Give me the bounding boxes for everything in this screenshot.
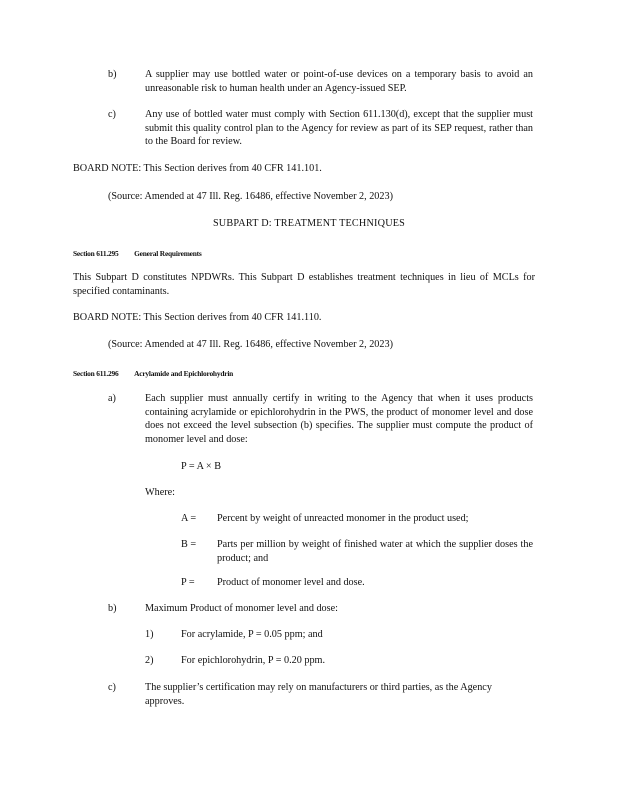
section-title: General Requirements — [134, 249, 202, 258]
definition-symbol: P = — [181, 577, 195, 588]
definition-symbol: A = — [181, 513, 197, 524]
item-label: c) — [108, 682, 116, 693]
board-note: BOARD NOTE: This Section derives from 40 CFR 141.110. — [73, 312, 322, 323]
source-note: (Source: Amended at 47 Ill. Reg. 16486, effective November 2, 2023) — [108, 339, 393, 350]
section-paragraph: This Subpart D constitutes NPDWRs. This Subpart D establishes treatment techniques in lieu of MCLs for specified contaminants. — [73, 272, 535, 297]
definition-text: Parts per million by weight of finished water at which the supplier doses the product; and — [217, 539, 533, 564]
formula: P = A × B — [181, 461, 221, 472]
section-heading — [73, 367, 233, 381]
board-note: BOARD NOTE: This Section derives from 40 CFR 141.101. — [73, 163, 322, 174]
subpart-title: SUBPART D: TREATMENT TECHNIQUES — [212, 218, 406, 229]
definition-text: Percent by weight of unreacted monomer in the product used; — [217, 513, 469, 524]
sub-item-number: 2) — [145, 655, 154, 666]
definition-symbol: B = — [181, 539, 197, 550]
section-heading — [73, 247, 202, 261]
item-text: A supplier may use bottled water or point-of-use devices on a temporary basis to avoid an unreasonable risk to human health under an Agency-issued SEP. — [145, 69, 533, 94]
sub-item-number: 1) — [145, 629, 154, 640]
item-label: b) — [108, 69, 117, 80]
sub-item-text: For epichlorohydrin, P = 0.20 ppm. — [181, 655, 326, 666]
where-label: Where: — [145, 487, 175, 498]
item-label: b) — [108, 603, 117, 614]
source-note: (Source: Amended at 47 Ill. Reg. 16486, effective November 2, 2023) — [108, 191, 393, 202]
definition-text: Product of monomer level and dose. — [217, 577, 365, 588]
sub-item-text: For acrylamide, P = 0.05 ppm; and — [181, 629, 323, 640]
item-text: The supplier’s certification may rely on manufacturers or third parties, as the Agency approves. — [145, 682, 492, 707]
item-label: c) — [108, 109, 116, 120]
item-text: Maximum Product of monomer level and dose: — [145, 603, 338, 614]
section-number: Section 611.296 — [73, 369, 119, 378]
item-label: a) — [108, 393, 116, 404]
item-text: Any use of bottled water must comply with Section 611.130(d), except that the supplier must submit this quality control plan to the Agency for review as part of its SEP request, rather than to the Board for review. — [145, 109, 533, 148]
section-title: Acrylamide and Epichlorohydrin — [134, 369, 234, 378]
item-text: Each supplier must annually certify in writing to the Agency that when it uses products containing acrylamide or epichlorohydrin in the PWS, the product of monomer level and dose does not exceed the level subsection (b) specifies. The supplier must compute the product of monomer level and dose: — [145, 393, 533, 445]
section-number: Section 611.295 — [73, 249, 119, 258]
